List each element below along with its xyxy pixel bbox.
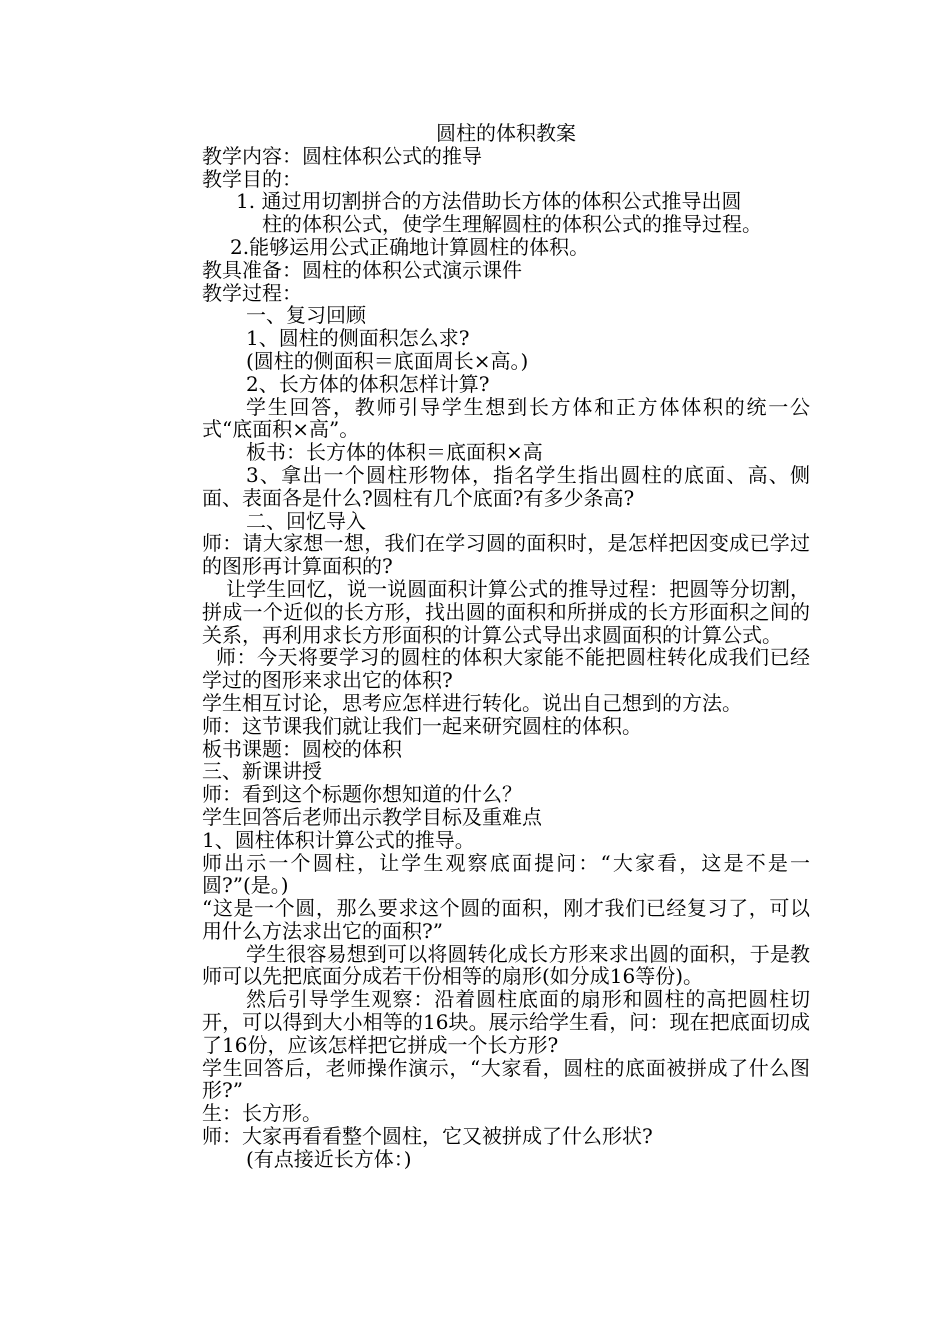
derivation-heading: 1、圆柱体积计算公式的推导。 [202,827,475,852]
review-paragraph-answer: 学生回答，教师引导学生想到长方体和正方体体积的统一公式“底面积×高”。 [202,394,810,442]
section-review-heading: 一、复习回顾 [246,303,366,328]
goal-1-continued: 柱的体积公式，使学生理解圆柱的体积公式的推导过程。 [262,212,762,237]
student-answer-goals-line: 学生回答后老师出示教学目标及重难点 [202,804,542,829]
teacher-shows-cylinder: 师出示一个圆柱，让学生观察底面提问：“大家看，这是不是一圆?”(是。) [202,850,810,898]
section-recall-heading: 二、回忆导入 [246,508,366,533]
teacher-question-recall: 师：请大家想一想，我们在学习圆的面积时，是怎样把因变成已学过的图形再计算面积的? [202,531,810,579]
review-question-3: 3、拿出一个圆柱形物体，指名学生指出圆柱的底面、高、侧面、表面各是什么?圆柱有几个底面?有多少条高? [202,462,810,510]
goal-1-line: 1. 通过用切割拼合的方法借助长方体的体积公式推导出圆 [236,189,742,214]
document-title: 圆柱的体积教案 [436,121,576,145]
section-new-lesson-heading: 三、新课讲授 [202,759,322,784]
student-discussion-line: 学生相互讨论，思考应怎样进行转化。说出自己想到的方法。 [202,690,742,715]
teaching-aids-line: 教具准备：圆柱的体积公式演示课件 [202,257,522,282]
teaching-process-heading: 教学过程： [202,280,302,305]
guide-observation-paragraph: 然后引导学生观察：沿着圆柱底面的扇形和圆柱的高把圆柱切开，可以得到大小相等的16块。展示给学生看，问：现在把底面切成了16份，应该怎样把它拼成一个长方形? [202,987,810,1057]
teacher-title-question: 师：看到这个标题你想知道的什么？ [202,782,522,807]
teacher-question-transform: 师：今天将要学习的圆柱的体积大家能不能把圆柱转化成我们已经学过的图形来求出它的体积? [202,645,810,693]
cuboid-answer-line: (有点接近长方体：) [246,1146,412,1171]
board-topic-line: 板书课题：圆校的体积 [202,736,402,761]
teacher-whole-cylinder-question: 师：大家再看看整个圆柱，它又被拼成了什么形状? [202,1124,653,1149]
teacher-intro-line: 师：这节课我们就让我们一起来研究圆柱的体积。 [202,713,642,738]
review-answer-1: (圆柱的侧面积＝底面周长×高。) [246,348,529,373]
board-note-1: 板书：长方体的体积＝底面积×高 [246,440,543,465]
teaching-goals-heading: 教学目的： [202,166,302,191]
teacher-circle-quote: “这是一个圆，那么要求这个圆的面积，刚才我们已经复习了，可以用什么方法求出它的面积?” [202,896,810,943]
student-recall-paragraph: 让学生回忆，说一说圆面积计算公式的推导过程：把圆等分切割，拼成一个近似的长方形，找出圆的面积和所拼成的长方形面积之间的关系，再利用求长方形面积的计算公式导出求圆面积的计算公式。 [202,576,810,647]
goal-2-line: 2.能够运用公式正确地计算圆柱的体积。 [230,234,590,259]
teaching-content-line: 教学内容：圆柱体积公式的推导 [202,143,482,168]
review-question-2: 2、长方体的体积怎样计算? [246,371,490,396]
student-rectangle-answer: 生：长方形。 [202,1101,322,1126]
student-transform-paragraph: 学生很容易想到可以将圆转化成长方形来求出圆的面积，于是教师可以先把底面分成若干份相等的扇形(如分成16等份)。 [202,941,810,989]
teacher-demo-line: 学生回答后，老师操作演示，“大家看，圆柱的底面被拼成了什么图形?” [202,1055,810,1103]
review-question-1: 1、圆柱的侧面积怎么求? [246,326,470,351]
document-body [202,122,810,1171]
